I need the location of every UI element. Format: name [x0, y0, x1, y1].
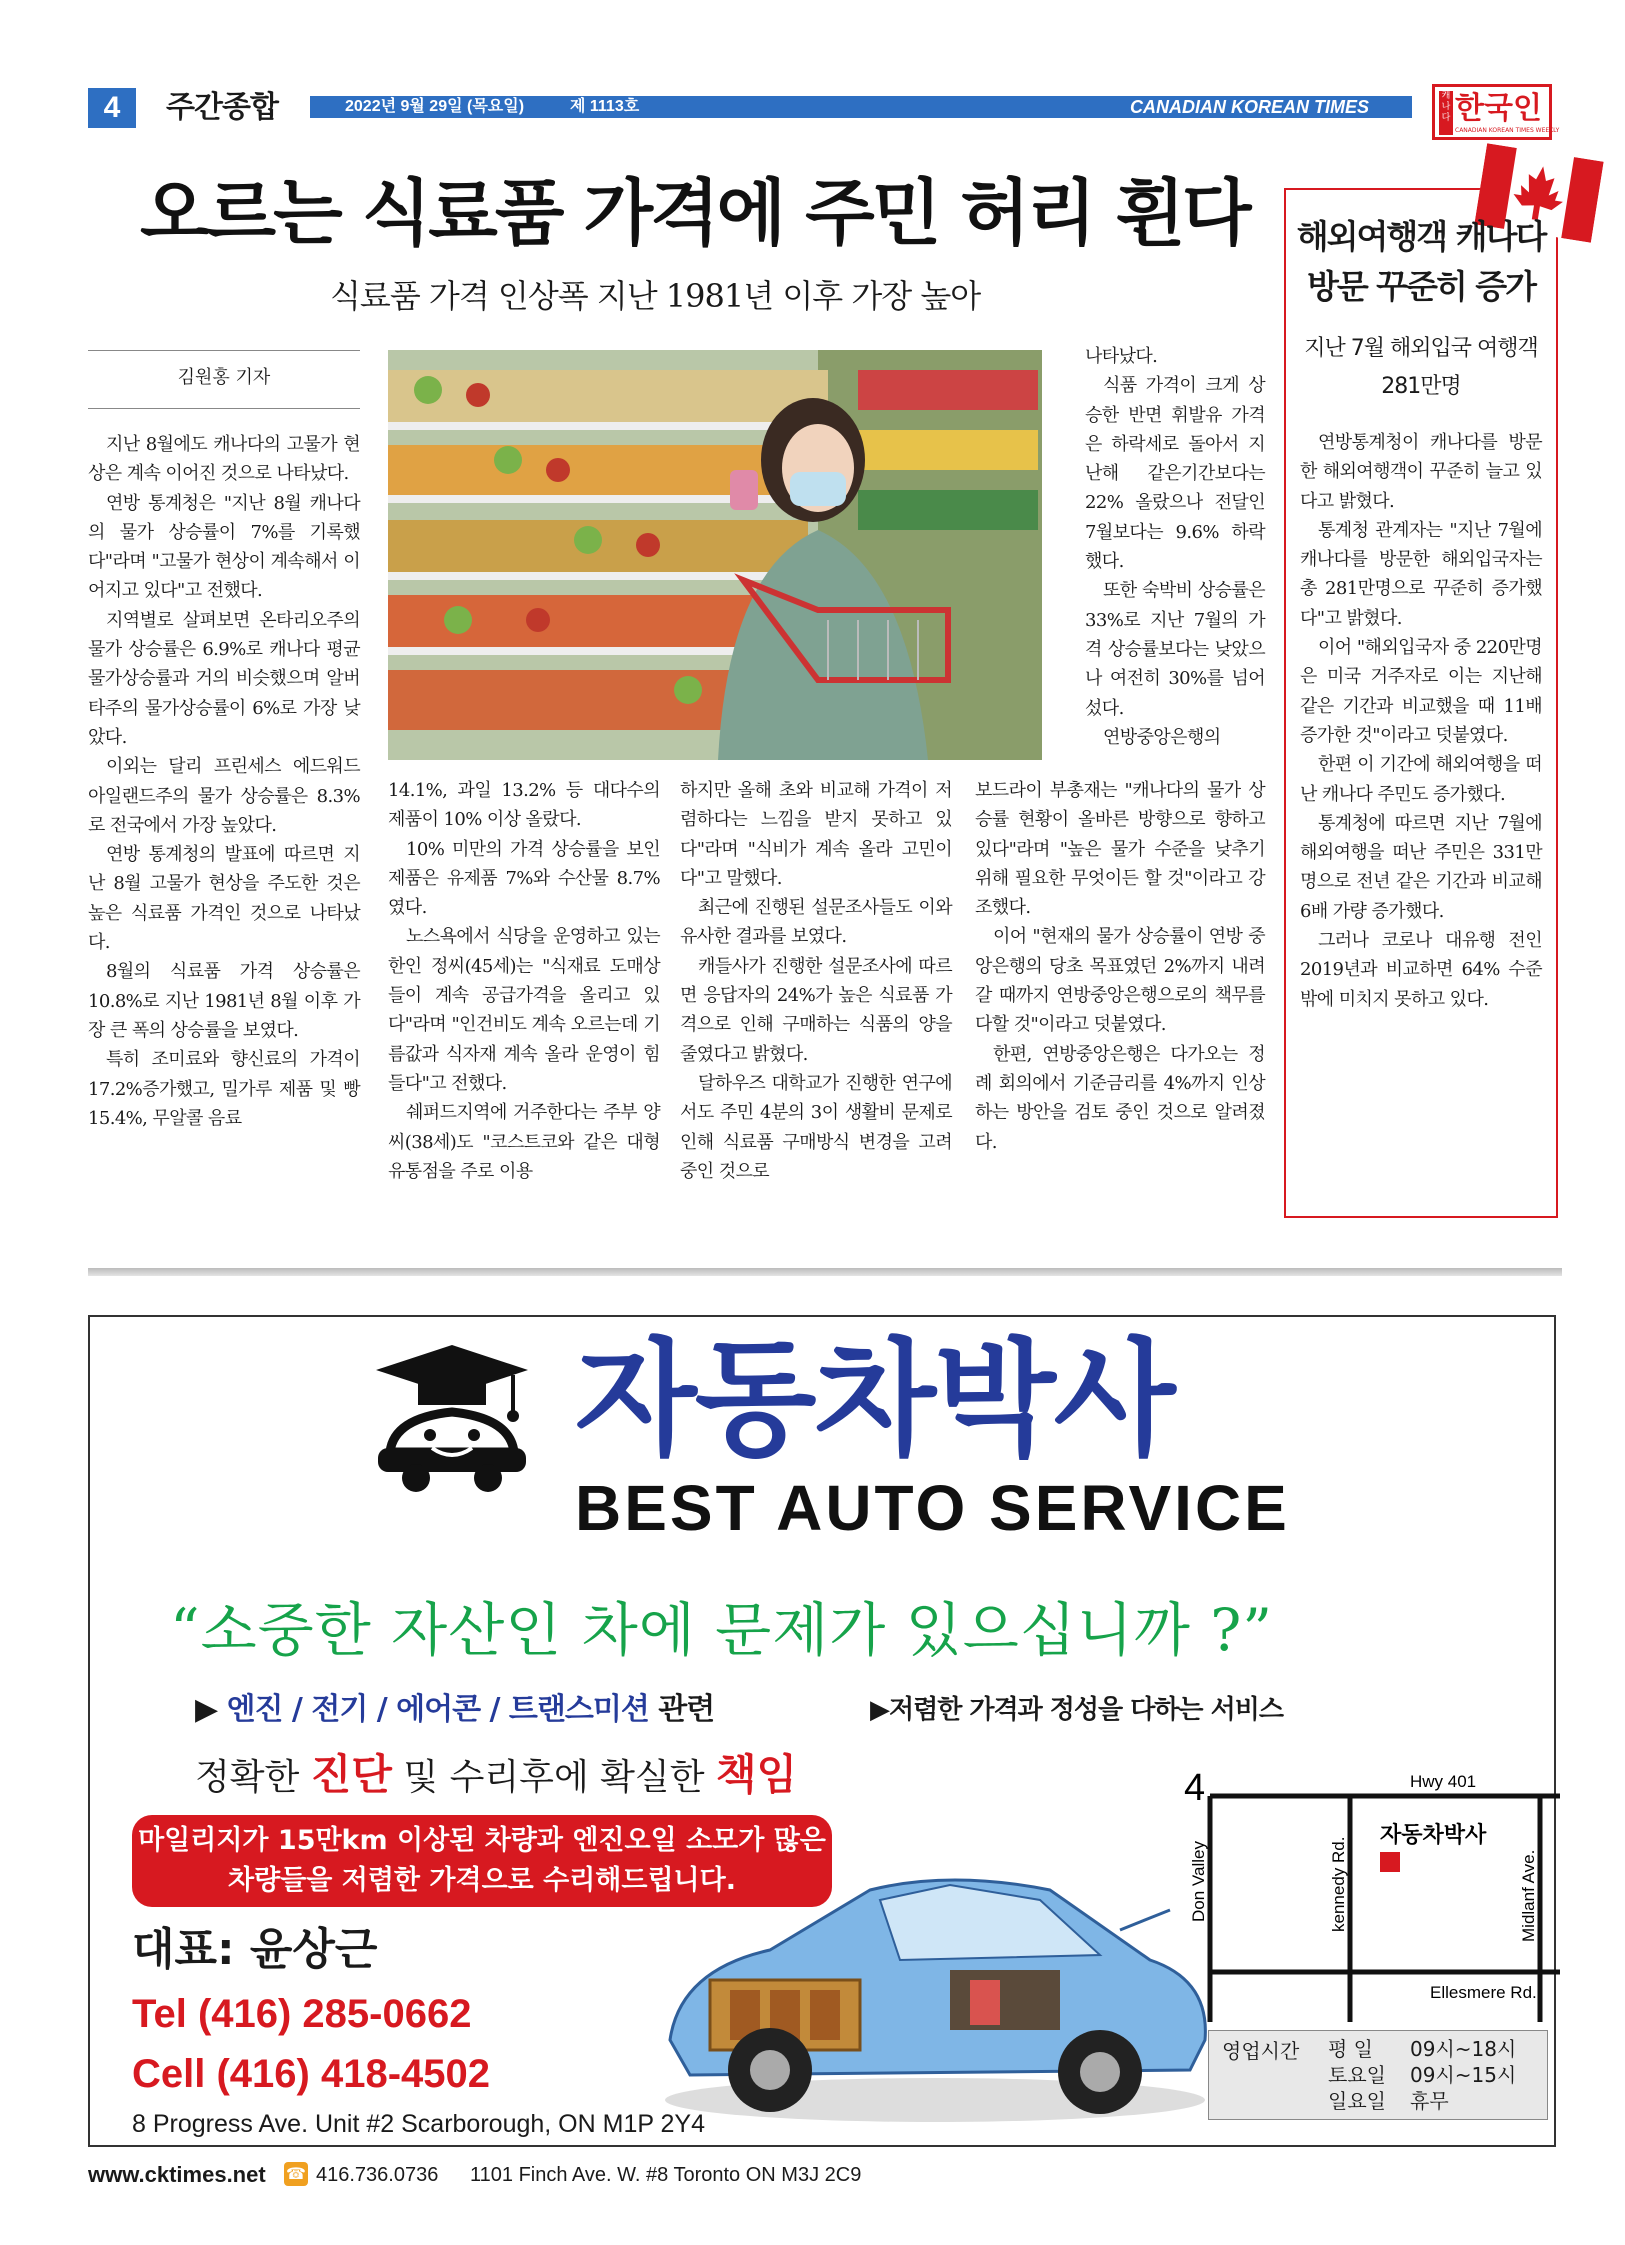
grocery-shopper-photo [388, 350, 1042, 760]
ad-promise-responsibility: 책임 [715, 1750, 798, 1799]
paper-name: CANADIAN KOREAN TIMES [1130, 97, 1370, 117]
ad-service-value: ▶저렴한 가격과 정성을 다하는 서비스 [870, 1695, 1283, 1725]
ad-promise-diagnosis: 진단 [310, 1750, 392, 1799]
paragraph: 또한 숙박비 상승률은 33%로 지난 7월의 가격 상승률보다는 낮았으나 여전히 30%를 넘어섰다. [1085, 580, 1265, 719]
ad-address: 8 Progress Ave. Unit #2 Scarborough, ON M1P 2Y4 [132, 2110, 705, 2138]
graduate-car-logo-icon [368, 1340, 536, 1495]
paragraph: 지역별로 살펴보면 온타리오주의 물가 상승률은 6.9%로 캐나다 평균 물가상승률과 거의 비슷했으며 알버타주의 물가상승률이 6%로 가장 낮았다. [88, 609, 360, 748]
footer-website-link[interactable]: www.cktimes.net [88, 2162, 266, 2187]
paragraph: 14.1%, 과일 13.2% 등 대다수의 제품이 10% 이상 올랐다. [388, 780, 660, 831]
paragraph: 쉐퍼드지역에 거주한다는 주부 양씨(38세)도 "코스트코와 같은 대형 유통점을 주로 이용 [388, 1102, 660, 1182]
paragraph: 이어 "해외입국자 중 220만명은 미국 거주자로 이는 지난해 같은 기간과 비교했을 때 11배 증가한 것"이라고 덧붙였다. [1300, 637, 1542, 746]
paragraph: 나타났다. [1085, 346, 1158, 367]
footer-address: 1101 Finch Ave. W. #8 Toronto ON M3J 2C9 [470, 2164, 862, 2186]
paragraph: 지난 8월에도 캐나다의 고물가 현상은 계속 이어진 것으로 나타났다. [88, 434, 360, 485]
sidebar-body [1300, 428, 1542, 1014]
paper-logo [1432, 84, 1560, 140]
logo-sub-text: CANADIAN KOREAN TIMES WEEKLY [1455, 127, 1560, 134]
arrow-icon: ▶ [195, 1692, 218, 1727]
paragraph: 통계청 관계자는 "지난 7월에 캐나다를 방문한 해외입국자는 총 281만명으로 꾸준히 증가했다"고 밝혔다. [1300, 519, 1542, 629]
ad-telephone[interactable]: Tel (416) 285-0662 [132, 1992, 472, 2036]
article-headline: 오르는 식료품 가격에 주민 허리 휜다 [140, 171, 1249, 255]
map-shop-label: 자동차박사 [1380, 1823, 1487, 1848]
paragraph: 식품 가격이 크게 상승한 반면 휘발유 가격은 하락세로 돌아서 지난해 같은기간보다는 22% 올랐으나 전달인 7월보다는 9.6% 하락했다. [1085, 375, 1265, 573]
paragraph: 특히 조미료와 향신료의 가격이 17.2%증가했고, 밀가루 제품 및 빵 15.4%, 무알콜 음료 [88, 1049, 360, 1129]
ad-service-suffix: 관련 [658, 1692, 715, 1727]
sidebar-subtitle: 지난 7월 해외입국 여행객 281만명 [1304, 336, 1538, 399]
article-column-1 [88, 430, 360, 1133]
paragraph: 통계청에 따르면 지난 7월에 해외여행을 떠난 주민은 331만명으로 전년 같은 기간과 비교해 6배 가량 증가했다. [1300, 812, 1542, 922]
paragraph: 달하우즈 대학교가 진행한 연구에서도 주민 4분의 3이 생활비 문제로 인해 식료품 구매방식 변경을 고려 중인 것으로 [680, 1072, 952, 1182]
hours-day: 평 일 [1328, 2037, 1373, 2061]
article-column-4-bottom [975, 776, 1265, 1157]
article-byline: 김원홍 기자 [177, 367, 271, 388]
issue-date: 2022년 9월 29일 (목요일) [345, 98, 525, 115]
paragraph: 최근에 진행된 설문조사들도 이와 유사한 결과를 보였다. [680, 897, 952, 948]
map-hwy401: Hwy 401 [1410, 1772, 1477, 1791]
issue-number: 제 1113호 [570, 98, 640, 115]
map-midland: Midlanf Ave. [1519, 1849, 1538, 1942]
paragraph: 연방 통계청은 "지난 8월 캐나다의 물가 상승률이 7%를 기록했다"라며 "고물가 현상이 계속해서 이어지고 있다"고 전했다. [88, 492, 360, 602]
byline-rule-bottom [88, 408, 360, 409]
hours-time: 09시~18시 [1410, 2037, 1517, 2061]
footer-phone: 416.736.0736 [316, 2164, 439, 2186]
ad-representative: 대표: 윤상근 [132, 1924, 378, 1975]
byline-rule-top [88, 350, 360, 351]
paragraph: 이외는 달리 프린세스 에드워드 아일랜드주의 물가 상승률은 8.3%로 전국에서 가장 높았다. [88, 756, 360, 836]
paragraph: 8월의 식료품 가격 상승률은 10.8%로 지난 1981년 8월 이후 가장 큰 폭의 상승률을 보였다. [88, 961, 360, 1041]
paragraph: 하지만 올해 초와 비교해 가격이 저렴하다는 느낌을 받지 못하고 있다"라며 "식비가 계속 올라 고민이다"고 말했다. [680, 780, 952, 889]
hours-day: 토요일 [1328, 2063, 1386, 2087]
article-column-2 [388, 776, 660, 1186]
article-column-3 [680, 776, 952, 1186]
ad-promise-a: 정확한 [195, 1757, 300, 1798]
article-column-4-top [1085, 342, 1265, 752]
paragraph: 캐들사가 진행한 설문조사에 따르면 응답자의 24%가 높은 식료품 가격으로 인해 구매하는 식품의 양을 줄였다고 밝혔다. [680, 955, 952, 1065]
paragraph: 연방 통계청의 발표에 따르면 지난 8월 고물가 현상을 주도한 것은 높은 식료품 가격인 것으로 나타났다. [88, 844, 360, 954]
business-hours-label: 영업시간 [1222, 2039, 1300, 2063]
logo-main-text: 한국인 [1455, 91, 1542, 126]
page-number: 4 [88, 88, 136, 128]
paragraph: 노스욕에서 식당을 운영하고 있는 한인 정씨(45세)는 "식재료 도매상들이 계속 공급가격을 올리고 있다"라며 "인건비도 계속 오르는데 기름값과 식자재 계속 올라 운영이 힘들다"고 전했다. [388, 926, 660, 1094]
location-map [1180, 1772, 1560, 2022]
section-title: 주간종합 [166, 90, 278, 125]
hours-time: 09시~15시 [1410, 2063, 1517, 2087]
ad-service-list: 엔진 / 전기 / 에어콘 / 트랜스미션 [226, 1692, 649, 1727]
ad-services [195, 1690, 714, 1730]
sidebar-title: 해외여행객 캐나다 방문 꾸준히 증가 [1296, 217, 1546, 306]
hours-time: 휴무 [1410, 2089, 1449, 2113]
paragraph: 이어 "현재의 물가 상승률이 연방 중앙은행의 당초 목표였던 2%까지 내려갈 때까지 연방중앙은행으로의 책무를 다할 것"이라고 덧붙였다. [975, 926, 1265, 1036]
ad-tagline: “소중한 자산인 차에 문제가 있으십니까 ?” [170, 1596, 1274, 1664]
article-subheadline: 식료품 가격 인상폭 지난 1981년 이후 가장 높아 [330, 277, 981, 315]
ad-promise [195, 1745, 797, 1808]
paragraph: 10% 미만의 가격 상승률을 보인 제품은 유제품 7%와 수산물 8.7%였다. [388, 838, 660, 919]
section-divider [88, 1268, 1562, 1276]
paragraph: 연방통계청이 캐나다를 방문한 해외여행객이 꾸준히 늘고 있다고 밝혔다. [1300, 432, 1542, 512]
phone-icon: ☎ [284, 2162, 308, 2186]
map-don-valley: Don Valley [1189, 1841, 1208, 1922]
map-ellesmere: Ellesmere Rd. [1430, 1983, 1537, 2002]
car-cutaway-illustration [650, 1850, 1220, 2130]
map-hwy-number: 4 [1184, 1772, 1206, 1809]
ad-banner-line1: 마일리지가 15만km 이상된 차량과 엔진오일 소모가 많은 [138, 1825, 826, 1856]
paragraph: 한편, 연방중앙은행은 다가오는 정례 회의에서 기준금리를 4%까지 인상하는 방안을 검토 중인 것으로 알려졌다. [975, 1043, 1265, 1153]
ad-cellphone[interactable]: Cell (416) 418-4502 [132, 2052, 491, 2096]
ad-brand-english: BEST AUTO SERVICE [575, 1472, 1290, 1544]
ad-promise-c: 및 수리후에 확실한 [403, 1757, 705, 1798]
paragraph: 연방중앙은행의 [1103, 726, 1221, 748]
map-kennedy: kennedy Rd. [1329, 1836, 1348, 1932]
ad-banner-line2: 차량들을 저렴한 가격으로 수리해드립니다. [228, 1865, 736, 1896]
paragraph: 한편 이 기간에 해외여행을 떠난 캐나다 주민도 증가했다. [1300, 754, 1542, 805]
paragraph: 보드라이 부총재는 "캐나다의 물가 상승률 현황이 올바른 방향으로 향하고 있다"라며 "높은 물가 수준을 낮추기 위해 필요한 무엇이든 할 것"이라고 강조했다. [975, 780, 1265, 919]
hours-day: 일요일 [1328, 2089, 1386, 2113]
paragraph: 그러나 코로나 대유행 전인 2019년과 비교하면 64% 수준밖에 미치지 못하고 있다. [1300, 930, 1542, 1010]
ad-brand-korean: 자동차박사 [575, 1326, 1174, 1473]
logo-side-text: 캐나다 [1439, 91, 1453, 135]
